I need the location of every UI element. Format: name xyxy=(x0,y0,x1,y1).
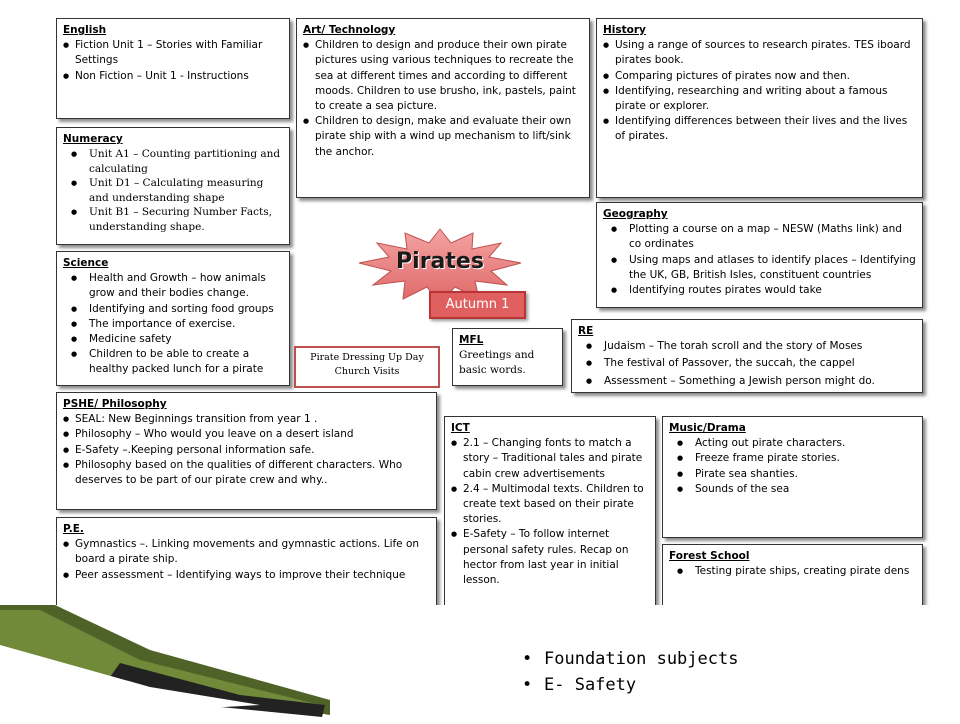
geography-box xyxy=(596,202,923,308)
list-item: ● Acting out pirate characters. xyxy=(669,436,916,451)
list-item: ● E-Safety –.Keeping personal information safe. xyxy=(63,443,430,458)
term-badge: Autumn 1 xyxy=(429,291,526,319)
art-title: Art/ Technology xyxy=(303,24,396,36)
numeracy-title: Numeracy xyxy=(63,133,123,145)
forest-title: Forest School xyxy=(669,550,750,562)
music-title: Music/Drama xyxy=(669,422,746,434)
list-item: ● Non Fiction – Unit 1 - Instructions xyxy=(63,69,283,84)
list-item: ● Comparing pictures of pirates now and then. xyxy=(603,69,916,84)
history-title: History xyxy=(603,24,646,36)
list-item: ● Identifying differences between their lives and the lives of pirates. xyxy=(603,114,916,144)
english-box xyxy=(56,18,290,119)
art-technology-box xyxy=(296,18,590,198)
list-item: ● Unit A1 – Counting partitioning and calculating xyxy=(63,147,283,176)
list-item: ● Using a range of sources to research pirates. TES iboard pirates book. xyxy=(603,38,916,68)
list-item: ● Children to design, make and evaluate their own pirate ship with a wind up mechanism to lift/sink the anchor. xyxy=(303,114,583,160)
page-title: Pirates xyxy=(396,249,484,274)
list-item: ● Peer assessment – Identifying ways to improve their technique xyxy=(63,568,430,583)
list-item: ● Children to be able to create a healthy packed lunch for a pirate xyxy=(63,347,283,377)
music-drama-box xyxy=(662,416,923,538)
forest-school-box xyxy=(662,544,923,610)
mfl-text: Greetings and basic words. xyxy=(459,349,535,376)
list-item: ● Unit D1 – Calculating measuring and understanding shape xyxy=(63,176,283,205)
list-item: ● Identifying routes pirates would take xyxy=(603,283,916,298)
green-arrow-decoration xyxy=(0,605,960,720)
geography-title: Geography xyxy=(603,208,668,220)
legend xyxy=(522,646,738,698)
list-item: ● The importance of exercise. xyxy=(63,317,283,332)
legend-item: • E- Safety xyxy=(522,672,738,698)
list-item: ● Children to design and produce their own pirate pictures using various techniques to recreate the sea at different times and according to different moods. Children to use brusho, ink, pastels, paint to create a sea picture. xyxy=(303,38,583,114)
pshe-title: PSHE/ Philosophy xyxy=(63,398,167,410)
mfl-box xyxy=(452,328,563,386)
science-title: Science xyxy=(63,257,109,269)
english-title: English xyxy=(63,24,107,36)
list-item: ● Medicine safety xyxy=(63,332,283,347)
list-item: ● Philosophy – Who would you leave on a desert island xyxy=(63,427,430,442)
list-item: ● Philosophy based on the qualities of different characters. Who deserves to be part of our pirate crew and why.. xyxy=(63,458,430,488)
list-item: ● Judaism – The torah scroll and the story of Moses xyxy=(578,339,916,354)
ict-title: ICT xyxy=(451,422,470,434)
list-item: ● Using maps and atlases to identify places – Identifying the UK, GB, British Isles, constituent countries xyxy=(603,253,916,283)
list-item: ● Unit B1 – Securing Number Facts, understanding shape. xyxy=(63,205,283,234)
dress-up-line: Pirate Dressing Up Day xyxy=(310,352,424,363)
slide-footer xyxy=(0,605,960,720)
list-item: ● 2.4 – Multimodal texts. Children to create text based on their pirate stories. xyxy=(451,482,649,528)
re-box xyxy=(571,319,923,393)
list-item: ● Assessment – Something a Jewish person might do. xyxy=(578,374,916,389)
ict-box xyxy=(444,416,656,610)
list-item: ● 2.1 – Changing fonts to match a story – Traditional tales and pirate cabin crew advertisements xyxy=(451,436,649,482)
list-item: ● Sounds of the sea xyxy=(669,482,916,497)
history-box xyxy=(596,18,923,198)
list-item: ● E-Safety – To follow internet personal safety rules. Recap on hector from last year in initial lesson. xyxy=(451,527,649,588)
legend-item: • Foundation subjects xyxy=(522,646,738,672)
list-item: ● Health and Growth – how animals grow and their bodies change. xyxy=(63,271,283,301)
mfl-title: MFL xyxy=(459,334,484,346)
science-box xyxy=(56,251,290,386)
re-title: RE xyxy=(578,325,594,337)
list-item: ● Identifying, researching and writing about a famous pirate or explorer. xyxy=(603,84,916,114)
list-item: ● Plotting a course on a map – NESW (Maths link) and co ordinates xyxy=(603,222,916,252)
pshe-box xyxy=(56,392,437,510)
list-item: ● SEAL: New Beginnings transition from year 1 . xyxy=(63,412,430,427)
dress-up-line: Church Visits xyxy=(334,366,400,377)
pe-box xyxy=(56,517,437,610)
list-item: ● Pirate sea shanties. xyxy=(669,467,916,482)
dress-up-box xyxy=(294,346,440,388)
list-item: ● Gymnastics –. Linking movements and gymnastic actions. Life on board a pirate ship. xyxy=(63,537,430,567)
list-item: ● Fiction Unit 1 – Stories with Familiar Settings xyxy=(63,38,283,68)
list-item: ● Freeze frame pirate stories. xyxy=(669,451,916,466)
list-item: ● Identifying and sorting food groups xyxy=(63,302,283,317)
list-item: ● The festival of Passover, the succah, the cappel xyxy=(578,356,916,371)
numeracy-box xyxy=(56,127,290,245)
pe-title: P.E. xyxy=(63,523,84,535)
list-item: ● Testing pirate ships, creating pirate dens xyxy=(669,564,916,579)
